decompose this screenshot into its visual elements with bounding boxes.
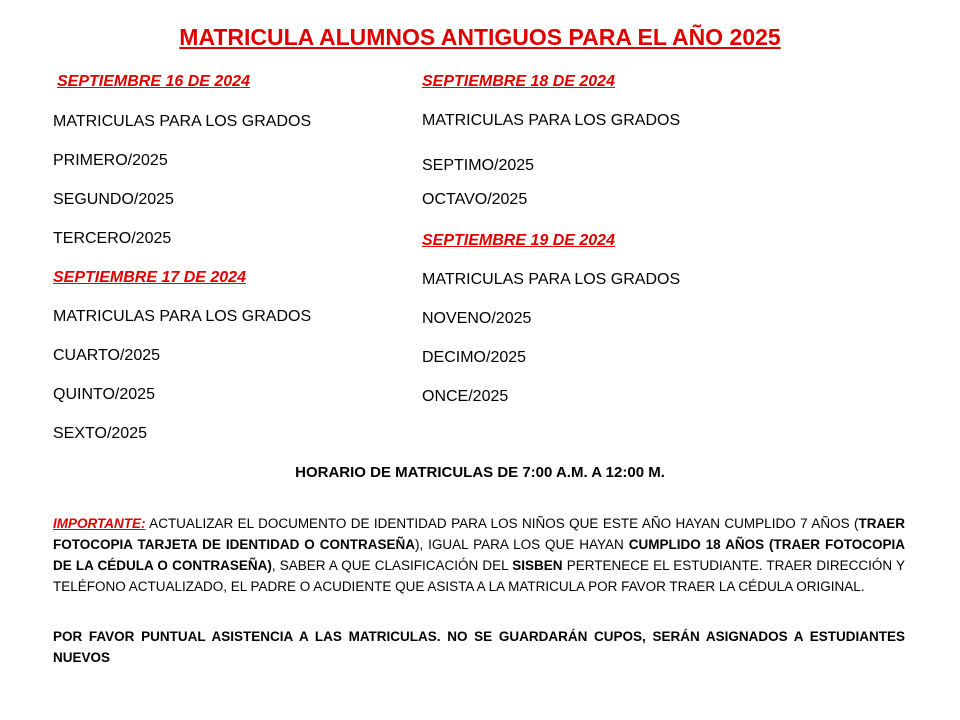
date-heading-sep-18: SEPTIEMBRE 18 DE 2024 [422, 73, 615, 90]
grade-item: OCTAVO/2025 [422, 191, 528, 208]
grades-intro: MATRICULAS PARA LOS GRADOS [53, 308, 312, 325]
date-heading-sep-17: SEPTIEMBRE 17 DE 2024 [53, 269, 246, 286]
grades-intro: MATRICULAS PARA LOS GRADOS [422, 271, 681, 288]
notice-bold: SISBEN [512, 558, 563, 573]
notice-text: ACTUALIZAR EL DOCUMENTO DE IDENTIDAD PARA LOS NIÑOS QUE ESTE AÑO HAYAN CUMPLIDO 7 AÑOS ( [145, 516, 859, 531]
notice-bold: TRAER FOTOCOPIA TARJETA DE IDENTIDAD O CONTRASEÑA [53, 516, 905, 552]
grade-item: DECIMO/2025 [422, 349, 527, 366]
notice-text: PERTENECE EL ESTUDIANTE. TRAER DIRECCIÓN Y TELÉFONO ACTUALIZADO, EL PADRE O ACUDIENTE QUE ASISTA A LA MATRICULA POR FAVOR TRAER LA CÉDULA ORIGINAL. [53, 558, 905, 594]
important-notice [53, 513, 905, 597]
important-label: IMPORTANTE: [53, 516, 146, 531]
grades-intro: MATRICULAS PARA LOS GRADOS [53, 113, 312, 130]
schedule-text: HORARIO DE MATRICULAS DE 7:00 A.M. A 12:00 M. [295, 464, 665, 481]
grade-item: TERCERO/2025 [53, 230, 172, 247]
grade-item: NOVENO/2025 [422, 310, 532, 327]
notice-text: ), IGUAL PARA LOS QUE HAYAN [414, 537, 629, 552]
grade-item: QUINTO/2025 [53, 386, 155, 403]
grade-item: CUARTO/2025 [53, 347, 161, 364]
date-heading-sep-16: SEPTIEMBRE 16 DE 2024 [57, 73, 250, 90]
notice-text: , SABER A QUE CLASIFICACIÓN DEL [271, 558, 513, 573]
date-heading-sep-19: SEPTIEMBRE 19 DE 2024 [422, 232, 615, 249]
grade-item: ONCE/2025 [422, 388, 509, 405]
final-note: POR FAVOR PUNTUAL ASISTENCIA A LAS MATRICULAS. NO SE GUARDARÁN CUPOS, SERÁN ASIGNADOS A ESTUDIANTES NUEVOS [53, 629, 905, 665]
grade-item: SEGUNDO/2025 [53, 191, 174, 208]
grades-intro: MATRICULAS PARA LOS GRADOS [422, 112, 681, 129]
grade-item: SEXTO/2025 [53, 425, 147, 442]
grade-item: PRIMERO/2025 [53, 152, 168, 169]
page-title: MATRICULA ALUMNOS ANTIGUOS PARA EL AÑO 2025 [179, 24, 781, 50]
notice-bold: CUMPLIDO 18 AÑOS (TRAER FOTOCOPIA DE LA CÉDULA O CONTRASEÑA) [53, 537, 905, 573]
grade-item: SEPTIMO/2025 [422, 157, 535, 174]
